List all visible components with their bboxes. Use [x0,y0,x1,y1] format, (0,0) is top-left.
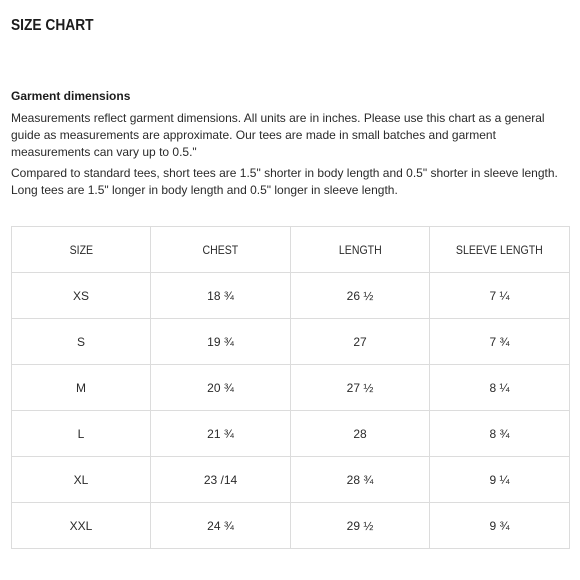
sleeve-length-cell: 9 ¼ [430,457,570,503]
table-row [12,365,570,411]
length-cell: 27 ½ [291,365,430,411]
column-header-length: LENGTH [291,227,430,273]
length-cell: 28 [291,411,430,457]
length-cell: 27 [291,319,430,365]
sleeve-length-cell: 7 ¼ [430,273,570,319]
column-header-sleeve-length: SLEEVE LENGTH [430,227,570,273]
size-cell: M [12,365,151,411]
table-row [12,273,570,319]
sleeve-length-cell: 9 ¾ [430,503,570,549]
sleeve-length-cell: 8 ¾ [430,411,570,457]
table-row [12,457,570,503]
size-cell: L [12,411,151,457]
tee-comparison-paragraph: Compared to standard tees, short tees are 1.5" shorter in body length and 0.5" shorter in sleeve length. Long tees are 1.5" longer in body length and 0.5" longer in sleeve length. [11,166,558,197]
chest-cell: 18 ¾ [151,273,291,319]
chest-cell: 23 /14 [151,457,291,503]
size-cell: XS [12,273,151,319]
size-chart-table [11,226,570,549]
chest-cell: 24 ¾ [151,503,291,549]
column-header-chest: CHEST [151,227,291,273]
length-cell: 26 ½ [291,273,430,319]
chest-cell: 20 ¾ [151,365,291,411]
page-title: SIZE CHART [11,17,94,34]
garment-dimensions-heading: Garment dimensions [11,89,131,103]
table-row [12,411,570,457]
length-cell: 29 ½ [291,503,430,549]
table-row [12,319,570,365]
chest-cell: 19 ¾ [151,319,291,365]
sleeve-length-cell: 8 ¼ [430,365,570,411]
table-header-row [12,227,570,273]
table-row [12,503,570,549]
size-cell: XXL [12,503,151,549]
length-cell: 28 ¾ [291,457,430,503]
column-header-size: SIZE [12,227,151,273]
size-cell: XL [12,457,151,503]
sleeve-length-cell: 7 ¾ [430,319,570,365]
chest-cell: 21 ¾ [151,411,291,457]
size-cell: S [12,319,151,365]
garment-dimensions-paragraph: Measurements reflect garment dimensions. All units are in inches. Please use this chart as a general guide as measurements are approximate. Our tees are made in small batches and garment measurements can vary up to 0.5." [11,111,545,159]
